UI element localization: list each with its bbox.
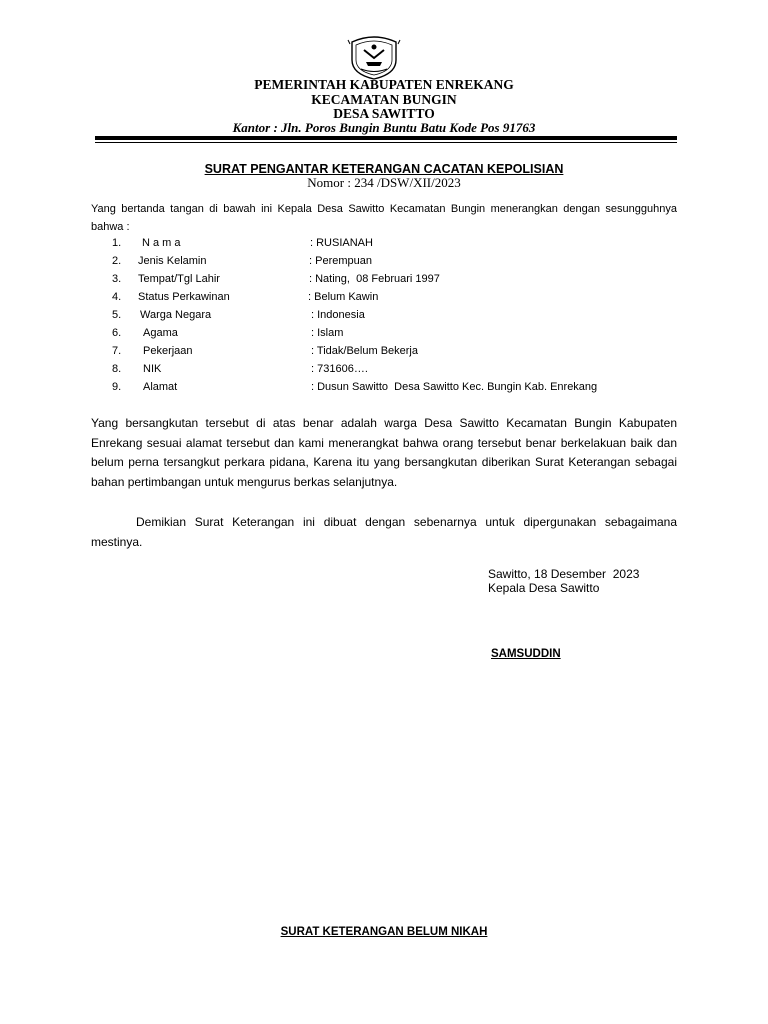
row-value: : 731606…. [311, 363, 368, 375]
row-number: 1. [112, 237, 122, 249]
row-label: Jenis Kelamin [138, 255, 207, 267]
row-number: 7. [112, 345, 122, 357]
letter-title: SURAT PENGANTAR KETERANGAN CACATAN KEPOLISIAN [204, 162, 564, 176]
identity-row-religion [0, 324, 768, 342]
row-label: Alamat [143, 381, 178, 393]
row-number: 3. [112, 273, 122, 285]
row-label: Pekerjaan [143, 345, 193, 357]
row-label: Warga Negara [140, 309, 212, 321]
letter-intro: Yang bertanda tangan di bawah ini Kepala Desa Sawitto Kecamatan Bungin menerangkan dengan sesungguhnya bahwa : [91, 203, 677, 233]
regency-emblem-icon [346, 34, 402, 80]
row-label: Status Perkawinan [138, 291, 230, 303]
identity-row-citizenship [0, 306, 768, 324]
letterhead-divider-thin [95, 142, 677, 143]
identity-row-gender [0, 252, 768, 270]
letterhead-village: DESA SAWITTO [333, 106, 435, 121]
row-value: : Indonesia [311, 309, 365, 321]
letterhead-divider-thick [95, 136, 677, 140]
signature-place-date: Sawitto, 18 Desember 2023 [488, 567, 640, 581]
statement-paragraph: Yang bersangkutan tersebut di atas benar adalah warga Desa Sawitto Kecamatan Bungin Kabupaten Enrekang sesuai alamat tersebut dan kami menerangkat bahwa orang tersebut benar berkelakuan baik dan belum perna tersangkut perkara pidana, Karena itu yang bersangkutan diberikan Surat Keterangan sebagai bahan pertimbangan untuk mengurus berkas selanjutnya. [91, 416, 677, 489]
identity-row-birth [0, 270, 768, 288]
closing-paragraph: Demikian Surat Keterangan ini dibuat dengan sebenarnya untuk dipergunakan sebagaimana mestinya. [91, 515, 677, 549]
identity-row-marital-status [0, 288, 768, 306]
row-number: 5. [112, 309, 122, 321]
letterhead-district: KECAMATAN BUNGIN [311, 92, 457, 107]
row-label: Agama [143, 327, 178, 339]
letterhead-address: Kantor : Jln. Poros Bungin Buntu Batu Kode Pos 91763 [232, 120, 536, 135]
row-number: 9. [112, 381, 122, 393]
row-label: Tempat/Tgl Lahir [138, 273, 220, 285]
row-value: : Dusun Sawitto Desa Sawitto Kec. Bungin Kab. Enrekang [311, 381, 598, 393]
identity-row-occupation [0, 342, 768, 360]
row-value: : Belum Kawin [308, 291, 379, 303]
row-value: : Islam [311, 327, 344, 339]
row-value: : Nating, 08 Februari 1997 [309, 273, 440, 285]
row-label: NIK [143, 363, 162, 375]
row-value: : Tidak/Belum Bekerja [311, 345, 418, 357]
row-value: : Perempuan [309, 255, 372, 267]
row-number: 2. [112, 255, 122, 267]
row-number: 8. [112, 363, 122, 375]
letter-number: Nomor : 234 /DSW/XII/2023 [307, 175, 461, 190]
row-number: 6. [112, 327, 122, 339]
identity-row-address [0, 378, 768, 396]
row-number: 4. [112, 291, 122, 303]
signatory-name: SAMSUDDIN [491, 648, 561, 660]
row-value: : RUSIANAH [310, 237, 373, 249]
next-letter-title: SURAT KETERANGAN BELUM NIKAH [280, 926, 488, 938]
identity-row-nik [0, 360, 768, 378]
row-label: N a m a [142, 237, 181, 249]
letterhead-government: PEMERINTAH KABUPATEN ENREKANG [254, 77, 514, 92]
signature-role: Kepala Desa Sawitto [488, 581, 600, 595]
identity-row-name [0, 234, 768, 252]
